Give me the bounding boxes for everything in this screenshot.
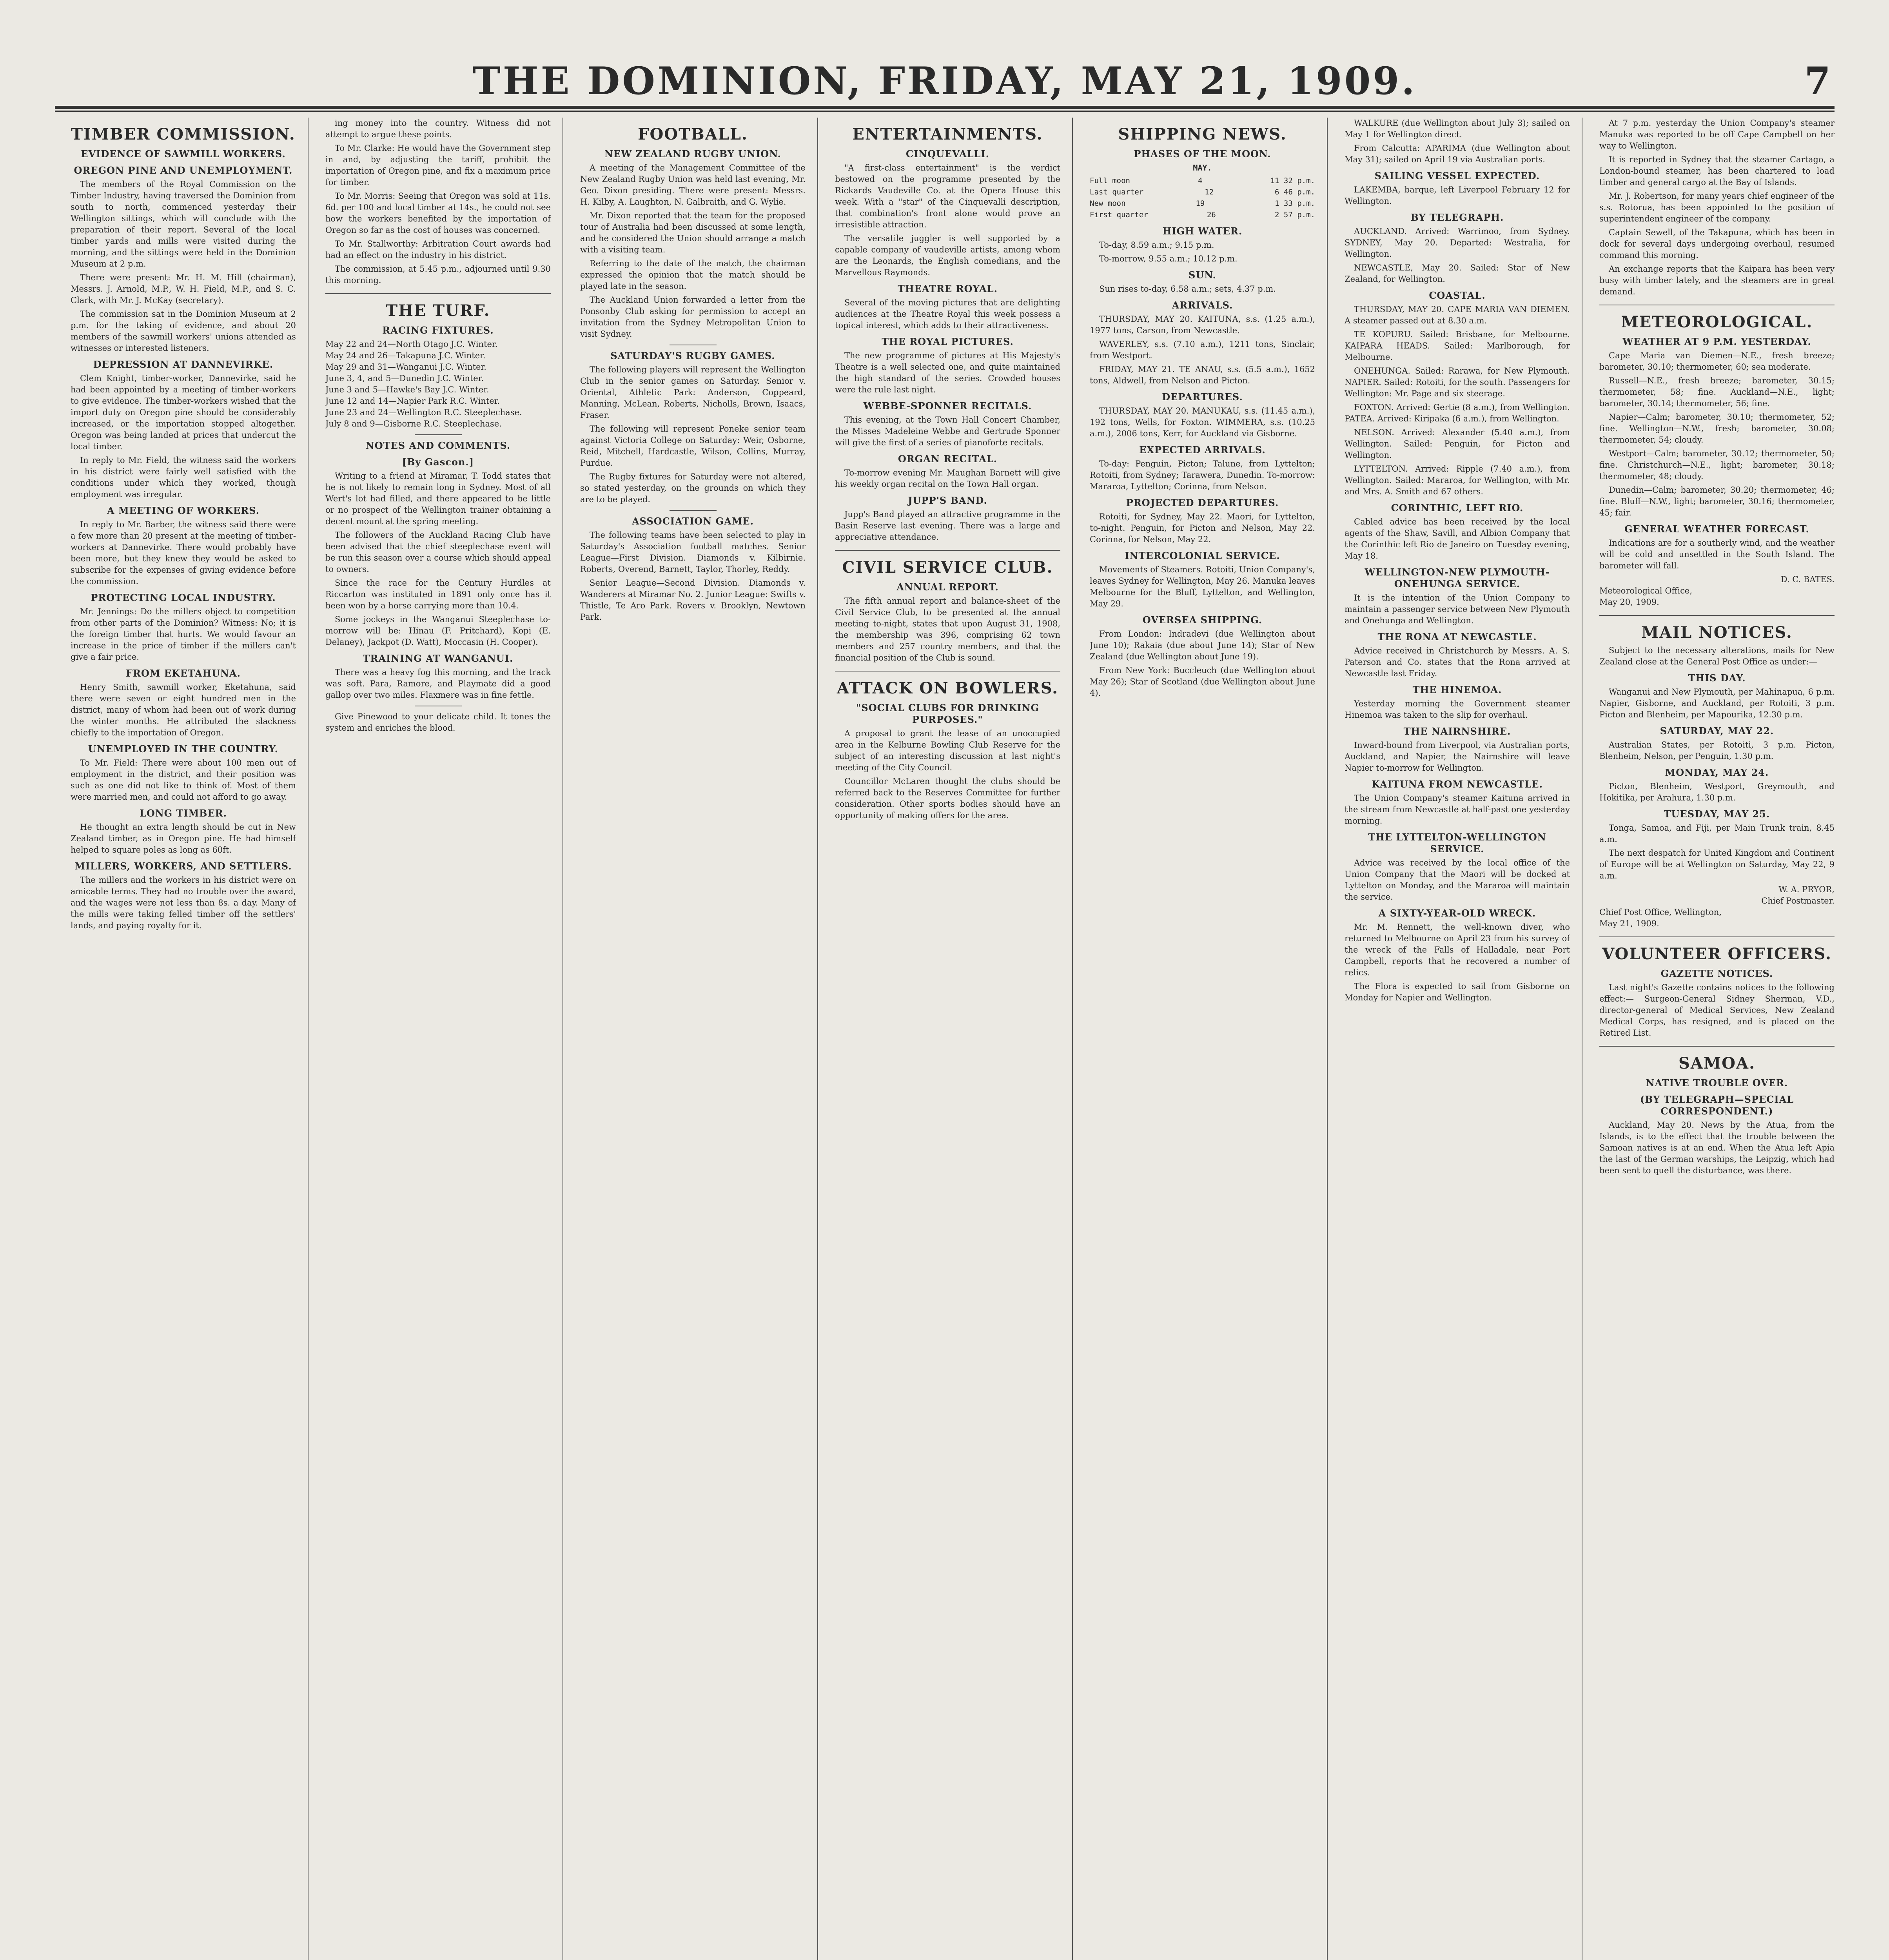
section-heading: SATURDAY'S RUGBY GAMES. <box>610 350 775 361</box>
article-paragraph: Mr. M. Rennett, the well-known diver, who returned to Melbourne on April 23 from his survey of the wreck of the Falls of Halladale, near Port Campbell, reports that he recovered a number of relics. <box>1345 922 1570 977</box>
article-paragraph: To Mr. Clarke: He would have the Government step in and, by adjusting the tariff, prohibit the importation of Oregon pine, and fix a maximum price for timber. <box>325 143 551 187</box>
article-paragraph: Referring to the date of the match, the chairman expressed the opinion that the match should be played late in the season. <box>580 259 806 291</box>
article-paragraph: An exchange reports that the Kaipara has been very busy with timber lately, and the steamers are in great demand. <box>1599 264 1835 296</box>
section-heading: NOTES AND COMMENTS. <box>365 440 511 451</box>
section-heading: NEW ZEALAND RUGBY UNION. <box>604 148 782 160</box>
article-paragraph: Cabled advice has been received by the local agents of the Shaw, Savill, and Albion Company that the Corinthic left Rio de Janeiro on Tuesday evening, May 18. <box>1345 517 1570 561</box>
article-heading: TIMBER COMMISSION. <box>71 125 296 143</box>
section-heading: ANNUAL REPORT. <box>896 581 999 593</box>
section-heading: SATURDAY, MAY 22. <box>1660 725 1774 737</box>
section-heading: JUPP'S BAND. <box>908 495 987 506</box>
article-heading: THE TURF. <box>386 301 490 320</box>
fixture-item: June 12 and 14—Napier Park R.C. Winter. <box>325 396 500 406</box>
article-paragraph: Mr. J. Robertson, for many years chief engineer of the s.s. Rotorua, has been appointed to the position of superintendent engineer of the company. <box>1599 191 1835 223</box>
moon-day: 12 <box>1205 188 1214 196</box>
article-paragraph: Picton, Blenheim, Westport, Greymouth, and Hokitika, per Arahura, 1.30 p.m. <box>1599 782 1835 802</box>
column-1 <box>71 118 296 1960</box>
fixture-item: June 3 and 5—Hawke's Bay J.C. Winter. <box>325 385 489 394</box>
section-heading: WEBBE-SPONNER RECITALS. <box>863 400 1032 412</box>
section-heading: THE LYTTELTON-WELLINGTON SERVICE. <box>1368 831 1546 855</box>
section-heading: CORINTHIC, LEFT RIO. <box>1391 502 1524 514</box>
article-subheading: EVIDENCE OF SAWMILL WORKERS. <box>81 148 286 160</box>
article-paragraph: FRIDAY, MAY 21. TE ANAU, s.s. (5.5 a.m.), 1652 tons, Aldwell, from Nelson and Picton. <box>1090 365 1315 385</box>
article-paragraph: At 7 p.m. yesterday the Union Company's steamer Manuka was reported to be off Cape Campbell on her way to Wellington. <box>1599 118 1835 151</box>
column-6 <box>1345 118 1570 1960</box>
article-paragraph: Tonga, Samoa, and Fiji, per Main Trunk train, 8.45 a.m. <box>1599 823 1835 844</box>
article-paragraph: Mr. Jennings: Do the millers object to competition from other parts of the Dominion? Witness: No; it is the foreign timber that hurts. We would favour an increase in the price of timber if the millers can't give a fair price. <box>71 607 296 662</box>
article-paragraph: Writing to a friend at Miramar, T. Todd states that he is not likely to remain long in Sydney. Most of all Wert's lot had filled, and there appeared to be little or no prospect of the Wellington trainer obtaining a decent mount at the spring meeting. <box>325 471 551 526</box>
article-paragraph: The new programme of pictures at His Majesty's Theatre is a well selected one, and quite maintained the high standard of the series. Crowded houses were the rule last night. <box>835 351 1060 394</box>
article-paragraph: Westport—Calm; barometer, 30.12; thermometer, 50; fine. Christchurch—N.E., light; barometer, 30.18; thermometer, 48; cloudy. <box>1599 449 1835 481</box>
article-paragraph: Some jockeys in the Wanganui Steeplechase to-morrow will be: Hinau (F. Pritchard), Kopi (E. Delaney), Jackpot (D. Watt), Moccasin (H. Cooper). <box>325 615 551 647</box>
section-heading: THE RONA AT NEWCASTLE. <box>1377 631 1537 642</box>
moon-day: 4 <box>1198 176 1203 185</box>
section-heading: EXPECTED ARRIVALS. <box>1139 444 1266 456</box>
section-heading: RACING FIXTURES. <box>382 325 494 336</box>
section-heading: GAZETTE NOTICES. <box>1660 968 1773 979</box>
section-heading: ORGAN RECITAL. <box>898 453 998 465</box>
article-paragraph: Sun rises to-day, 6.58 a.m.; sets, 4.37 p.m. <box>1099 284 1276 294</box>
article-paragraph: Jupp's Band played an attractive programme in the Basin Reserve last evening. There was a large and appreciative attendance. <box>835 510 1060 542</box>
section-heading: HIGH WATER. <box>1162 225 1243 237</box>
article-paragraph: The Flora is expected to sail from Gisborne on Monday for Napier and Wellington. <box>1345 982 1570 1002</box>
article-heading: ATTACK ON BOWLERS. <box>837 679 1059 697</box>
section-heading: FROM EKETAHUNA. <box>126 668 241 679</box>
fixture-item: June 3, 4, and 5—Dunedin J.C. Winter. <box>325 374 484 383</box>
article-paragraph: Advice was received by the local office of the Union Company that the Maori will be docked at Lyttelton on Monday, and the Mararoa will maintain the service. <box>1345 858 1570 902</box>
column-rule <box>1072 118 1073 1960</box>
page-number: 7 <box>1804 59 1831 103</box>
article-paragraph: Cape Maria van Diemen—N.E., fresh breeze; barometer, 30.10; thermometer, 60; sea moderate. <box>1599 351 1835 372</box>
article-heading: FOOTBALL. <box>638 125 748 143</box>
article-paragraph: Several of the moving pictures that are delighting audiences at the Theatre Royal this week possess a topical interest, which adds to their attractiveness. <box>835 298 1060 330</box>
column-4 <box>835 118 1060 1960</box>
column-rule <box>817 118 818 1960</box>
article-paragraph: Dunedin—Calm; barometer, 30.20; thermometer, 46; fine. Bluff—N.W., light; barometer, 30.16; thermometer, 45; fair. <box>1599 485 1835 517</box>
section-divider <box>1599 615 1835 616</box>
article-paragraph: It is the intention of the Union Company to maintain a passenger service between New Plymouth and Onehunga and Wellington. <box>1345 593 1570 625</box>
article-paragraph: The versatile juggler is well supported by a capable company of vaudeville artists, among whom are the Leonards, the English comedians, and the Marvellous Raymonds. <box>835 234 1060 277</box>
section-heading: A SIXTY-YEAR-OLD WRECK. <box>1378 907 1536 919</box>
article-paragraph: Russell—N.E., fresh breeze; barometer, 30.15; thermometer, 58; fine. Auckland—N.E., light; barometer, 30.14; thermometer, 56; fine. <box>1599 376 1835 408</box>
article-paragraph: The commission, at 5.45 p.m., adjourned until 9.30 this morning. <box>325 264 551 285</box>
article-paragraph: From London: Indradevi (due Wellington about June 10); Rakaia (due about June 14); Star of New Zealand (due Wellington about June 19). <box>1090 629 1315 661</box>
moon-phase: Last quarter <box>1090 188 1144 196</box>
moon-phase: Full moon <box>1090 176 1130 185</box>
section-divider <box>415 434 462 435</box>
fixture-item: June 23 and 24—Wellington R.C. Steeplechase. <box>325 408 522 417</box>
article-paragraph: The Union Company's steamer Kaituna arrived in the stream from Newcastle at half-past one yesterday morning. <box>1345 793 1570 826</box>
article-paragraph: The commission sat in the Dominion Museum at 2 p.m. for the taking of evidence, and about 20 members of the sawmill workers' unions attended as witnesses or interested listeners. <box>71 309 296 353</box>
article-paragraph: Subject to the necessary alterations, mails for New Zealand close at the General Post Office as under:— <box>1599 646 1835 666</box>
moon-table-row <box>1090 175 1315 187</box>
section-heading: THEATRE ROYAL. <box>898 283 998 294</box>
article-paragraph: It is reported in Sydney that the steamer Cartago, a London-bound steamer, has been chartered to load timber and general cargo at the Bay of Islands. <box>1599 155 1835 187</box>
article-paragraph: WAVERLEY, s.s. (7.10 a.m.), 1211 tons, Sinclair, from Westport. <box>1090 339 1315 360</box>
column-2 <box>325 118 551 1960</box>
section-heading: OREGON PINE AND UNEMPLOYMENT. <box>74 165 293 176</box>
column-5 <box>1090 118 1315 1960</box>
article-paragraph: LAKEMBA, barque, left Liverpool February 12 for Wellington. <box>1345 185 1570 206</box>
section-divider <box>1599 1046 1835 1047</box>
article-paragraph: The Rugby fixtures for Saturday were not altered, so stated yesterday, on the grounds on which they are to be played. <box>580 472 806 504</box>
column-rule <box>1327 118 1328 1960</box>
article-paragraph: ing money into the country. Witness did not attempt to argue these points. <box>325 118 551 139</box>
article-paragraph: THURSDAY, MAY 20. CAPE MARIA VAN DIEMEN. A steamer passed out at 8.30 a.m. <box>1345 305 1570 325</box>
section-heading: DEPRESSION AT DANNEVIRKE. <box>93 359 274 370</box>
article-paragraph: Australian States, per Rotoiti, 3 p.m. Picton, Blenheim, Nelson, per Penguin, 1.30 p.m. <box>1599 740 1835 761</box>
section-divider <box>325 293 551 294</box>
article-paragraph: The millers and the workers in his district were on amicable terms. They had no trouble over the award, and the wages were not less than 8s. a day. Many of the mills were taking felled timber off the settlers' lands, and paying royalty for it. <box>71 875 296 930</box>
article-heading: CIVIL SERVICE CLUB. <box>842 558 1053 577</box>
moon-day: 19 <box>1196 199 1205 208</box>
article-paragraph: A proposal to grant the lease of an unoccupied area in the Kelburne Bowling Club Reserve for the subject of an interesting discussion at last night's meeting of the City Council. <box>835 729 1060 772</box>
signature-office: Meteorological Office, <box>1599 586 1693 595</box>
article-paragraph: ONEHUNGA. Sailed: Rarawa, for New Plymouth. NAPIER. Sailed: Rotoiti, for the south. Passengers for Wellington: Mr. Page and six steerage. <box>1345 366 1570 398</box>
section-divider <box>670 510 717 511</box>
article-heading: ENTERTAINMENTS. <box>852 125 1043 143</box>
section-heading: PHASES OF THE MOON. <box>1134 148 1271 160</box>
section-heading: INTERCOLONIAL SERVICE. <box>1125 550 1280 561</box>
article-paragraph: NELSON. Arrived: Alexander (5.40 a.m.), from Wellington. Sailed: Penguin, for Picton and Wellington. <box>1345 428 1570 460</box>
article-heading: METEOROLOGICAL. <box>1621 313 1813 331</box>
section-heading: TRAINING AT WANGANUI. <box>363 653 514 664</box>
section-heading: CINQUEVALLI. <box>905 148 990 160</box>
article-paragraph: To Mr. Field: There were about 100 men out of employment in the district, and their position was such as one did not like to think of. Most of them were married men, and could not afford to go away. <box>71 758 296 802</box>
section-heading: ASSOCIATION GAME. <box>632 515 754 527</box>
article-paragraph: Rotoiti, for Sydney, May 22. Maori, for Lyttelton, to-night. Penguin, for Picton and Nelson, May 22. Corinna, for Nelson, May 22. <box>1090 512 1315 544</box>
article-paragraph: Clem Knight, timber-worker, Dannevirke, said he had been appointed by a meeting of timber-workers to give evidence. The timber-workers wished that the import duty on Oregon pine should be considerably increased, or the importation stopped altogether. Oregon was being landed at prices that undercut the local timber. <box>71 374 296 451</box>
moon-phases-table <box>1090 162 1315 221</box>
article-paragraph: The Auckland Union forwarded a letter from the Ponsonby Club asking for permission to accept an invitation from the Sydney Metropolitan Union to visit Sydney. <box>580 295 806 339</box>
section-heading: MONDAY, MAY 24. <box>1665 767 1769 778</box>
article-paragraph: To-day: Penguin, Picton; Talune, from Lyttelton; Rotoiti, from Sydney; Tarawera, Dunedin. To-morrow: Mararoa, Lyttelton; Corinna, from Nelson. <box>1090 459 1315 491</box>
article-paragraph: In reply to Mr. Barber, the witness said there were a few more than 20 present at the meeting of timber-workers at Dannevirke. There would probably have been more, but they knew they would be asked to subscribe for the expenses of giving evidence before the commission. <box>71 520 296 586</box>
article-paragraph: Senior League—Second Division. Diamonds v. Wanderers at Miramar No. 2. Junior League: Swifts v. Thistle, Te Aro Park. Rovers v. Brooklyn, Newtown Park. <box>580 578 806 622</box>
article-paragraph: Mr. Dixon reported that the team for the proposed tour of Australia had been discussed at some length, and he considered the Union should arrange a match with a visiting team. <box>580 211 806 254</box>
article-paragraph: The following players will represent the Wellington Club in the senior games on Saturday. Senior v. Oriental, Athletic Park: Anderson, Coppeard, Manning, McLean, Roberts, Nicholls, Brown, Isaacs, Fraser. <box>580 365 806 420</box>
section-heading: "SOCIAL CLUBS FOR DRINKING PURPOSES." <box>856 702 1040 725</box>
article-paragraph: WALKURE (due Wellington about July 3); sailed on May 1 for Wellington direct. <box>1345 118 1570 139</box>
section-heading: LONG TIMBER. <box>139 808 227 819</box>
section-heading: SAILING VESSEL EXPECTED. <box>1374 170 1540 181</box>
article-paragraph: Advice received in Christchurch by Messrs. A. S. Paterson and Co. states that the Rona arrived at Newcastle last Friday. <box>1345 646 1570 678</box>
article-paragraph: To Mr. Stallworthy: Arbitration Court awards had had an effect on the industry in his district. <box>325 239 551 260</box>
section-heading: KAITUNA FROM NEWCASTLE. <box>1372 779 1543 790</box>
section-heading: WEATHER AT 9 P.M. YESTERDAY. <box>1622 336 1811 347</box>
article-paragraph: Henry Smith, sawmill worker, Eketahuna, said there were seven or eight hundred men in the district, many of whom had been out of work during the winter months. He attributed the slackness chiefly to the importation of Oregon. <box>71 682 296 737</box>
postmaster-title: Chief Postmaster. <box>1761 896 1835 906</box>
fixture-item: May 29 and 31—Wanganui J.C. Winter. <box>325 362 486 372</box>
article-paragraph: He thought an extra length should be cut in New Zealand timber, as in Oregon pine. He had himself helped to square poles as long as 60ft. <box>71 822 296 855</box>
article-paragraph: The next despatch for United Kingdom and Continent of Europe will be at Wellington on Saturday, May 22, 9 a.m. <box>1599 848 1835 880</box>
section-heading: WELLINGTON-NEW PLYMOUTH-ONEHUNGA SERVICE. <box>1365 566 1550 590</box>
moon-table-row <box>1090 198 1315 209</box>
article-paragraph: There were present: Mr. H. M. Hill (chairman), Messrs. J. Arnold, M.P., W. H. Field, M.P., and S. C. Clark, with Mr. J. McKay (secretary). <box>71 273 296 305</box>
moon-time: 6 46 p.m. <box>1275 188 1315 196</box>
article-paragraph: From New York: Buccleuch (due Wellington about May 26); Star of Scotland (due Wellington about June 4). <box>1090 666 1315 698</box>
moon-table-row <box>1090 209 1315 221</box>
postmaster-date: May 21, 1909. <box>1599 919 1659 928</box>
article-heading: SAMOA. <box>1678 1054 1755 1073</box>
section-heading: THE NAIRNSHIRE. <box>1403 726 1511 737</box>
section-heading: OVERSEA SHIPPING. <box>1142 614 1263 626</box>
signature-date: May 20, 1909. <box>1599 597 1659 607</box>
article-paragraph: The members of the Royal Commission on the Timber Industry, having traversed the Dominion from south to north, commenced yesterday their Wellington sittings, which will conclude with the preparation of their report. Several of the local timber yards and mills were visited during the morning, and the sittings were held in the Dominion Museum at 2 p.m. <box>71 180 296 269</box>
article-heading: SHIPPING NEWS. <box>1118 125 1287 143</box>
article-paragraph: Auckland, May 20. News by the Atua, from the Islands, is to the effect that the trouble between the Samoan natives is at an end. When the Atua left Apia the last of the German warships, the Leipzig, which had been sent to quell the disturbance, was there. <box>1599 1120 1835 1175</box>
article-paragraph: LYTTELTON. Arrived: Ripple (7.40 a.m.), from Wellington. Sailed: Mararoa, for Wellington, with Mr. and Mrs. A. Smith and 67 others. <box>1345 464 1570 496</box>
article-paragraph: To Mr. Morris: Seeing that Oregon was sold at 11s. 6d. per 100 and local timber at 14s., he could not see how the workers benefited by the importation of Oregon so far as the cost of houses was concerned. <box>325 191 551 235</box>
section-divider <box>835 550 1060 551</box>
article-paragraph: THURSDAY, MAY 20. KAITUNA, s.s. (1.25 a.m.), 1977 tons, Carson, from Newcastle. <box>1090 314 1315 335</box>
article-paragraph: There was a heavy fog this morning, and the track was soft. Para, Ramore, and Playmate did a good gallop over two miles. Flaxmere was in fine fettle. <box>325 668 551 700</box>
column-7 <box>1599 118 1835 1960</box>
article-paragraph: FOXTON. Arrived: Gertie (8 a.m.), from Wellington. PATEA. Arrived: Kiripaka (6 a.m.), from Wellington. <box>1345 403 1570 423</box>
article-paragraph: In reply to Mr. Field, the witness said the workers in his district were fairly well satisfied with the conditions under which they worked, though employment was irregular. <box>71 456 296 499</box>
article-paragraph: THURSDAY, MAY 20. MANUKAU, s.s. (11.45 a.m.), 192 tons, Wells, for Foxton. WIMMERA, s.s. (10.25 a.m.), 2006 tons, Kerr, for Auckland via Gisborne. <box>1090 406 1315 438</box>
postmaster-signature: W. A. PRYOR, <box>1778 885 1835 894</box>
section-heading: THE ROYAL PICTURES. <box>882 336 1014 347</box>
section-heading: TUESDAY, MAY 25. <box>1664 808 1770 820</box>
moon-table-row <box>1090 187 1315 198</box>
section-heading: MILLERS, WORKERS, AND SETTLERS. <box>74 860 292 872</box>
byline: [By Gascon.] <box>402 456 474 468</box>
article-paragraph: Yesterday morning the Government steamer Hinemoa was taken to the slip for overhaul. <box>1345 699 1570 720</box>
article-paragraph: AUCKLAND. Arrived: Warrimoo, from Sydney. SYDNEY, May 20. Departed: Westralia, for Wellington. <box>1345 227 1570 259</box>
section-divider <box>1599 936 1835 937</box>
article-paragraph: The fifth annual report and balance-sheet of the Civil Service Club, to be presented at the annual meeting to-night, states that upon August 31, 1908, the membership was 396, comprising 62 town members and 257 country members, and that the financial position of the Club is sound. <box>835 596 1060 662</box>
fixture-item: May 24 and 26—Takapuna J.C. Winter. <box>325 351 486 360</box>
article-paragraph: TE KOPURU. Sailed: Brisbane, for Melbourne. KAIPARA HEADS. Sailed: Marlborough, for Melbourne. <box>1345 330 1570 362</box>
article-paragraph: Napier—Calm; barometer, 30.10; thermometer, 52; fine. Wellington—N.W., fresh; barometer, 30.08; thermometer, 54; cloudy. <box>1599 412 1835 445</box>
moon-phase: First quarter <box>1090 211 1148 219</box>
section-heading: THE HINEMOA. <box>1412 684 1502 695</box>
article-paragraph: From Calcutta: APARIMA (due Wellington about May 31); sailed on April 19 via Australian ports. <box>1345 143 1570 164</box>
moon-time: 11 32 p.m. <box>1270 176 1315 185</box>
article-paragraph: The following teams have been selected to play in Saturday's Association football matches. Senior League—First Division. Diamonds v. Kilbirnie. Roberts, Overend, Barnett, Taylor, Thorley, Reddy. <box>580 530 806 574</box>
section-heading: SUN. <box>1188 269 1217 281</box>
section-heading: PROTECTING LOCAL INDUSTRY. <box>91 592 276 603</box>
postmaster-office: Chief Post Office, Wellington, <box>1599 907 1722 917</box>
section-heading: (BY TELEGRAPH—SPECIAL CORRESPONDENT.) <box>1640 1094 1794 1117</box>
section-heading: COASTAL. <box>1429 290 1486 301</box>
signature: D. C. BATES. <box>1780 575 1835 584</box>
article-paragraph: To-morrow, 9.55 a.m.; 10.12 p.m. <box>1099 254 1238 263</box>
moon-table-header: MAY. <box>1193 163 1212 172</box>
masthead-rule <box>55 111 1835 112</box>
masthead <box>55 59 1835 109</box>
moon-phase: New moon <box>1090 199 1126 208</box>
advertisement-text: Give Pinewood to your delicate child. It tones the system and enriches the blood. <box>325 712 551 733</box>
article-paragraph: Councillor McLaren thought the clubs should be referred back to the Reserves Committee for further consideration. Other sports bodies should have an opportunity of making offers for the area. <box>835 777 1060 820</box>
section-heading: NATIVE TROUBLE OVER. <box>1646 1077 1788 1089</box>
section-heading: ARRIVALS. <box>1172 299 1233 311</box>
article-paragraph: Captain Sewell, of the Takapuna, which has been in dock for several days undergoing overhaul, resumed command this morning. <box>1599 228 1835 260</box>
section-heading: THIS DAY. <box>1688 672 1746 684</box>
section-heading: DEPARTURES. <box>1162 391 1243 403</box>
article-heading: VOLUNTEER OFFICERS. <box>1602 945 1832 963</box>
column-3 <box>580 118 806 1960</box>
fixture-item: July 8 and 9—Gisborne R.C. Steeplechase. <box>325 419 502 428</box>
fixtures-list <box>325 339 551 430</box>
article-paragraph: Since the race for the Century Hurdles at Riccarton was instituted in 1891 only once has it been won by a horse carrying more than 10.4. <box>325 578 551 610</box>
article-paragraph: Inward-bound from Liverpool, via Australian ports, Auckland, and Napier, the Nairnshire will leave Napier to-morrow for Wellington. <box>1345 740 1570 773</box>
section-heading: BY TELEGRAPH. <box>1410 212 1504 223</box>
article-paragraph: NEWCASTLE, May 20. Sailed: Star of New Zealand, for Wellington. <box>1345 263 1570 284</box>
section-heading: PROJECTED DEPARTURES. <box>1126 497 1279 508</box>
article-paragraph: Movements of Steamers. Rotoiti, Union Company's, leaves Sydney for Wellington, May 26. Manuka leaves Melbourne for the Bluff, Lyttelton, and Wellington, May 29. <box>1090 565 1315 608</box>
moon-day: 26 <box>1207 211 1216 219</box>
article-paragraph: Wanganui and New Plymouth, per Mahinapua, 6 p.m. Napier, Gisborne, and Auckland, per Rotoiti, 3 p.m. Picton and Blenheim, per Mapourika, 12.30 p.m. <box>1599 687 1835 719</box>
masthead-title: THE DOMINION, FRIDAY, MAY 21, 1909. <box>472 59 1417 103</box>
section-heading: A MEETING OF WORKERS. <box>107 505 260 516</box>
article-heading: MAIL NOTICES. <box>1641 623 1793 642</box>
article-paragraph: To-day, 8.59 a.m.; 9.15 p.m. <box>1099 240 1214 250</box>
moon-time: 2 57 p.m. <box>1275 211 1315 219</box>
article-paragraph: Indications are for a southerly wind, and the weather will be cold and unsettled in the South Island. The barometer will fall. <box>1599 538 1835 570</box>
article-paragraph: The following will represent Poneke senior team against Victoria College on Saturday: Weir, Osborne, Reid, Mitchell, Hardcastle, Wilson, Collins, Murray, Purdue. <box>580 424 806 468</box>
section-heading: GENERAL WEATHER FORECAST. <box>1624 523 1809 535</box>
article-paragraph: The followers of the Auckland Racing Club have been advised that the chief steeplechase event will be run this season over a course which should appeal to owners. <box>325 530 551 574</box>
article-paragraph: To-morrow evening Mr. Maughan Barnett will give his weekly organ recital on the Town Hall organ. <box>835 468 1060 489</box>
article-paragraph: This evening, at the Town Hall Concert Chamber, the Misses Madeleine Webbe and Gertrude Sponner will give the first of a series of pianoforte recitals. <box>835 415 1060 447</box>
article-paragraph: Last night's Gazette contains notices to the following effect:— Surgeon-General Sidney Sherman, V.D., director-general of Medical Services, New Zealand Medical Corps, has resigned, and is placed on the Retired List. <box>1599 983 1835 1038</box>
article-paragraph: "A first-class entertainment" is the verdict bestowed on the programme presented by the Rickards Vaudeville Co. at the Opera House this week. With a "star" of the Cinquevalli description, that combination's front alone would prove an irresistible attraction. <box>835 163 1060 229</box>
moon-time: 1 33 p.m. <box>1275 199 1315 208</box>
section-heading: UNEMPLOYED IN THE COUNTRY. <box>88 743 279 755</box>
fixture-item: May 22 and 24—North Otago J.C. Winter. <box>325 339 498 349</box>
article-paragraph: A meeting of the Management Committee of the New Zealand Rugby Union was held last evening, Mr. Geo. Dixon presiding. There were present: Messrs. H. Kilby, A. Laughton, N. Galbraith, and G. Wylie. <box>580 163 806 207</box>
